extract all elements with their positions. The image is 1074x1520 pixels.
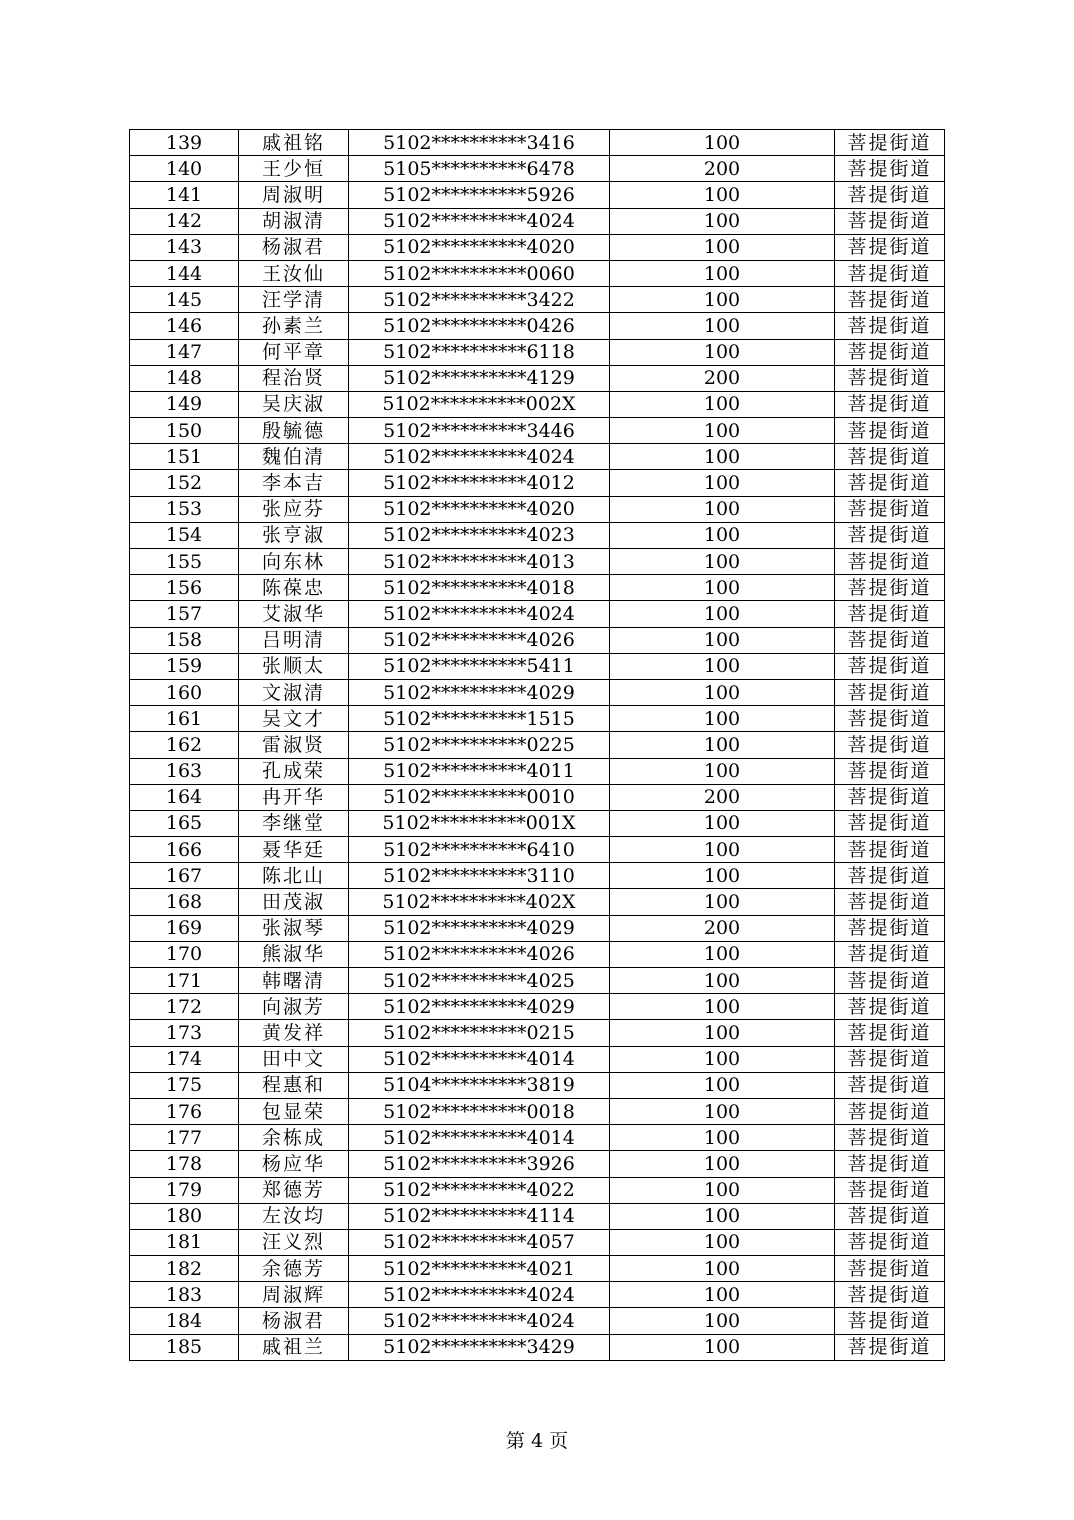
cell-serial-number: 152: [130, 470, 239, 496]
table-row: [130, 391, 945, 417]
cell-amount: 100: [610, 994, 835, 1020]
cell-amount: 100: [610, 889, 835, 915]
cell-amount: 100: [610, 444, 835, 470]
table-row: [130, 784, 945, 810]
cell-serial-number: 173: [130, 1020, 239, 1046]
cell-id-number: 5102**********5411: [349, 653, 610, 679]
cell-amount: 100: [610, 418, 835, 444]
cell-id-number: 5102**********4114: [349, 1203, 610, 1229]
cell-name: 向东林: [239, 549, 349, 575]
cell-serial-number: 151: [130, 444, 239, 470]
cell-id-number: 5102**********001X: [349, 810, 610, 836]
cell-serial-number: 160: [130, 679, 239, 705]
cell-name: 吴文才: [239, 706, 349, 732]
cell-name: 殷毓德: [239, 418, 349, 444]
cell-subdistrict: 菩提街道: [835, 915, 945, 941]
cell-amount: 100: [610, 679, 835, 705]
cell-amount: 100: [610, 1046, 835, 1072]
cell-serial-number: 183: [130, 1282, 239, 1308]
cell-subdistrict: 菩提街道: [835, 1177, 945, 1203]
cell-subdistrict: 菩提街道: [835, 784, 945, 810]
cell-id-number: 5102**********4129: [349, 365, 610, 391]
cell-name: 冉开华: [239, 784, 349, 810]
cell-serial-number: 148: [130, 365, 239, 391]
cell-name: 张应芬: [239, 496, 349, 522]
cell-name: 艾淑华: [239, 601, 349, 627]
cell-name: 何平章: [239, 339, 349, 365]
cell-amount: 100: [610, 182, 835, 208]
cell-serial-number: 165: [130, 810, 239, 836]
cell-amount: 100: [610, 1282, 835, 1308]
table-row: [130, 287, 945, 313]
cell-amount: 100: [610, 1072, 835, 1098]
cell-subdistrict: 菩提街道: [835, 549, 945, 575]
cell-name: 王少恒: [239, 156, 349, 182]
cell-amount: 100: [610, 1125, 835, 1151]
cell-serial-number: 174: [130, 1046, 239, 1072]
cell-name: 周淑辉: [239, 1282, 349, 1308]
table-row: [130, 1177, 945, 1203]
cell-serial-number: 162: [130, 732, 239, 758]
table-row: [130, 470, 945, 496]
table-row: [130, 496, 945, 522]
cell-subdistrict: 菩提街道: [835, 391, 945, 417]
cell-serial-number: 170: [130, 941, 239, 967]
cell-amount: 100: [610, 234, 835, 260]
cell-id-number: 5102**********3446: [349, 418, 610, 444]
cell-amount: 100: [610, 130, 835, 156]
cell-id-number: 5102**********4020: [349, 234, 610, 260]
cell-amount: 200: [610, 915, 835, 941]
cell-id-number: 5102**********4020: [349, 496, 610, 522]
cell-serial-number: 149: [130, 391, 239, 417]
cell-subdistrict: 菩提街道: [835, 260, 945, 286]
table-row: [130, 1046, 945, 1072]
cell-name: 李继堂: [239, 810, 349, 836]
cell-subdistrict: 菩提街道: [835, 994, 945, 1020]
cell-amount: 100: [610, 1256, 835, 1282]
cell-amount: 100: [610, 968, 835, 994]
cell-serial-number: 147: [130, 339, 239, 365]
cell-id-number: 5102**********4026: [349, 627, 610, 653]
cell-id-number: 5102**********4024: [349, 1308, 610, 1334]
cell-amount: 100: [610, 496, 835, 522]
cell-amount: 100: [610, 208, 835, 234]
cell-name: 程治贤: [239, 365, 349, 391]
cell-serial-number: 143: [130, 234, 239, 260]
cell-name: 黄发祥: [239, 1020, 349, 1046]
cell-amount: 100: [610, 627, 835, 653]
table-row: [130, 1334, 945, 1360]
cell-serial-number: 167: [130, 863, 239, 889]
cell-name: 田中文: [239, 1046, 349, 1072]
cell-amount: 100: [610, 1308, 835, 1334]
cell-serial-number: 150: [130, 418, 239, 444]
cell-subdistrict: 菩提街道: [835, 1282, 945, 1308]
cell-name: 汪义烈: [239, 1229, 349, 1255]
cell-name: 杨淑君: [239, 234, 349, 260]
cell-amount: 100: [610, 1334, 835, 1360]
cell-id-number: 5102**********0225: [349, 732, 610, 758]
cell-amount: 100: [610, 837, 835, 863]
cell-subdistrict: 菩提街道: [835, 1020, 945, 1046]
table-row: [130, 1125, 945, 1151]
table-row: [130, 234, 945, 260]
cell-id-number: 5102**********3110: [349, 863, 610, 889]
cell-name: 程惠和: [239, 1072, 349, 1098]
cell-amount: 100: [610, 549, 835, 575]
cell-serial-number: 182: [130, 1256, 239, 1282]
cell-id-number: 5102**********402X: [349, 889, 610, 915]
cell-name: 陈北山: [239, 863, 349, 889]
cell-id-number: 5102**********4024: [349, 444, 610, 470]
roster-table-body: [130, 130, 945, 1361]
cell-id-number: 5102**********4014: [349, 1046, 610, 1072]
cell-amount: 100: [610, 1229, 835, 1255]
cell-amount: 200: [610, 784, 835, 810]
cell-name: 熊淑华: [239, 941, 349, 967]
cell-subdistrict: 菩提街道: [835, 889, 945, 915]
table-row: [130, 313, 945, 339]
cell-name: 杨淑君: [239, 1308, 349, 1334]
cell-amount: 100: [610, 1203, 835, 1229]
cell-id-number: 5102**********4025: [349, 968, 610, 994]
cell-amount: 100: [610, 810, 835, 836]
cell-serial-number: 175: [130, 1072, 239, 1098]
cell-name: 包显荣: [239, 1098, 349, 1124]
cell-name: 聂华廷: [239, 837, 349, 863]
cell-name: 陈葆忠: [239, 575, 349, 601]
cell-name: 向淑芳: [239, 994, 349, 1020]
table-row: [130, 156, 945, 182]
cell-name: 汪学清: [239, 287, 349, 313]
cell-subdistrict: 菩提街道: [835, 182, 945, 208]
cell-name: 孔成荣: [239, 758, 349, 784]
cell-id-number: 5102**********4024: [349, 1282, 610, 1308]
cell-subdistrict: 菩提街道: [835, 418, 945, 444]
cell-subdistrict: 菩提街道: [835, 837, 945, 863]
cell-id-number: 5102**********6118: [349, 339, 610, 365]
cell-amount: 100: [610, 1177, 835, 1203]
cell-subdistrict: 菩提街道: [835, 1256, 945, 1282]
cell-name: 左汝均: [239, 1203, 349, 1229]
cell-id-number: 5102**********0010: [349, 784, 610, 810]
cell-subdistrict: 菩提街道: [835, 1203, 945, 1229]
cell-amount: 100: [610, 941, 835, 967]
cell-amount: 100: [610, 1098, 835, 1124]
cell-id-number: 5102**********002X: [349, 391, 610, 417]
cell-id-number: 5102**********4024: [349, 601, 610, 627]
cell-serial-number: 180: [130, 1203, 239, 1229]
cell-id-number: 5102**********0215: [349, 1020, 610, 1046]
cell-serial-number: 153: [130, 496, 239, 522]
table-row: [130, 994, 945, 1020]
cell-subdistrict: 菩提街道: [835, 130, 945, 156]
cell-id-number: 5102**********4057: [349, 1229, 610, 1255]
cell-id-number: 5102**********3926: [349, 1151, 610, 1177]
cell-subdistrict: 菩提街道: [835, 968, 945, 994]
table-row: [130, 522, 945, 548]
table-row: [130, 863, 945, 889]
table-row: [130, 1308, 945, 1334]
cell-serial-number: 178: [130, 1151, 239, 1177]
cell-serial-number: 159: [130, 653, 239, 679]
cell-name: 胡淑清: [239, 208, 349, 234]
table-row: [130, 444, 945, 470]
cell-serial-number: 172: [130, 994, 239, 1020]
cell-serial-number: 155: [130, 549, 239, 575]
cell-id-number: 5102**********4022: [349, 1177, 610, 1203]
cell-id-number: 5102**********3416: [349, 130, 610, 156]
cell-id-number: 5102**********4021: [349, 1256, 610, 1282]
cell-subdistrict: 菩提街道: [835, 732, 945, 758]
cell-subdistrict: 菩提街道: [835, 679, 945, 705]
table-row: [130, 260, 945, 286]
table-row: [130, 418, 945, 444]
cell-id-number: 5102**********0060: [349, 260, 610, 286]
cell-amount: 100: [610, 732, 835, 758]
table-row: [130, 549, 945, 575]
cell-name: 杨应华: [239, 1151, 349, 1177]
cell-amount: 200: [610, 365, 835, 391]
table-row: [130, 1098, 945, 1124]
cell-name: 田茂淑: [239, 889, 349, 915]
cell-serial-number: 179: [130, 1177, 239, 1203]
cell-amount: 100: [610, 522, 835, 548]
cell-id-number: 5102**********4024: [349, 208, 610, 234]
table-row: [130, 1256, 945, 1282]
cell-subdistrict: 菩提街道: [835, 627, 945, 653]
cell-serial-number: 176: [130, 1098, 239, 1124]
cell-name: 孙素兰: [239, 313, 349, 339]
cell-id-number: 5102**********4018: [349, 575, 610, 601]
table-row: [130, 837, 945, 863]
table-row: [130, 810, 945, 836]
cell-subdistrict: 菩提街道: [835, 156, 945, 182]
cell-id-number: 5102**********4029: [349, 915, 610, 941]
table-row: [130, 182, 945, 208]
table-row: [130, 915, 945, 941]
cell-id-number: 5105**********6478: [349, 156, 610, 182]
cell-id-number: 5102**********4014: [349, 1125, 610, 1151]
cell-subdistrict: 菩提街道: [835, 653, 945, 679]
table-row: [130, 679, 945, 705]
table-row: [130, 1229, 945, 1255]
cell-id-number: 5102**********4029: [349, 994, 610, 1020]
cell-serial-number: 164: [130, 784, 239, 810]
cell-id-number: 5102**********4029: [349, 679, 610, 705]
cell-serial-number: 163: [130, 758, 239, 784]
cell-serial-number: 142: [130, 208, 239, 234]
cell-serial-number: 145: [130, 287, 239, 313]
cell-subdistrict: 菩提街道: [835, 863, 945, 889]
cell-serial-number: 139: [130, 130, 239, 156]
cell-name: 张淑琴: [239, 915, 349, 941]
cell-subdistrict: 菩提街道: [835, 234, 945, 260]
cell-name: 张亨淑: [239, 522, 349, 548]
cell-id-number: 5102**********4023: [349, 522, 610, 548]
table-row: [130, 365, 945, 391]
cell-serial-number: 168: [130, 889, 239, 915]
cell-serial-number: 181: [130, 1229, 239, 1255]
cell-serial-number: 171: [130, 968, 239, 994]
cell-serial-number: 154: [130, 522, 239, 548]
cell-subdistrict: 菩提街道: [835, 1098, 945, 1124]
table-row: [130, 1020, 945, 1046]
cell-id-number: 5102**********4012: [349, 470, 610, 496]
cell-amount: 100: [610, 653, 835, 679]
cell-name: 余栋成: [239, 1125, 349, 1151]
cell-id-number: 5102**********3422: [349, 287, 610, 313]
cell-subdistrict: 菩提街道: [835, 601, 945, 627]
table-row: [130, 575, 945, 601]
page-number: 第 4 页: [505, 1430, 569, 1452]
cell-subdistrict: 菩提街道: [835, 1151, 945, 1177]
cell-serial-number: 146: [130, 313, 239, 339]
cell-subdistrict: 菩提街道: [835, 941, 945, 967]
table-row: [130, 1072, 945, 1098]
cell-amount: 100: [610, 287, 835, 313]
cell-id-number: 5102**********1515: [349, 706, 610, 732]
cell-subdistrict: 菩提街道: [835, 470, 945, 496]
cell-id-number: 5102**********0018: [349, 1098, 610, 1124]
cell-name: 李本吉: [239, 470, 349, 496]
cell-subdistrict: 菩提街道: [835, 1229, 945, 1255]
cell-name: 郑德芳: [239, 1177, 349, 1203]
cell-id-number: 5102**********6410: [349, 837, 610, 863]
cell-name: 吕明清: [239, 627, 349, 653]
cell-subdistrict: 菩提街道: [835, 1334, 945, 1360]
cell-subdistrict: 菩提街道: [835, 575, 945, 601]
cell-amount: 100: [610, 758, 835, 784]
cell-name: 韩曙清: [239, 968, 349, 994]
cell-id-number: 5104**********3819: [349, 1072, 610, 1098]
cell-amount: 100: [610, 1020, 835, 1046]
table-row: [130, 758, 945, 784]
cell-subdistrict: 菩提街道: [835, 810, 945, 836]
cell-subdistrict: 菩提街道: [835, 444, 945, 470]
cell-amount: 100: [610, 470, 835, 496]
cell-subdistrict: 菩提街道: [835, 758, 945, 784]
cell-subdistrict: 菩提街道: [835, 208, 945, 234]
cell-subdistrict: 菩提街道: [835, 1072, 945, 1098]
table-row: [130, 653, 945, 679]
cell-subdistrict: 菩提街道: [835, 1046, 945, 1072]
table-row: [130, 130, 945, 156]
cell-id-number: 5102**********4011: [349, 758, 610, 784]
table-row: [130, 732, 945, 758]
cell-serial-number: 144: [130, 260, 239, 286]
cell-subdistrict: 菩提街道: [835, 365, 945, 391]
cell-id-number: 5102**********3429: [349, 1334, 610, 1360]
cell-amount: 100: [610, 260, 835, 286]
cell-subdistrict: 菩提街道: [835, 1125, 945, 1151]
table-row: [130, 1203, 945, 1229]
cell-amount: 100: [610, 1151, 835, 1177]
cell-id-number: 5102**********5926: [349, 182, 610, 208]
cell-name: 张顺太: [239, 653, 349, 679]
cell-serial-number: 161: [130, 706, 239, 732]
cell-serial-number: 140: [130, 156, 239, 182]
cell-subdistrict: 菩提街道: [835, 313, 945, 339]
cell-name: 戚祖兰: [239, 1334, 349, 1360]
cell-amount: 100: [610, 706, 835, 732]
cell-serial-number: 185: [130, 1334, 239, 1360]
cell-serial-number: 166: [130, 837, 239, 863]
cell-amount: 200: [610, 156, 835, 182]
cell-name: 魏伯清: [239, 444, 349, 470]
cell-amount: 100: [610, 313, 835, 339]
cell-name: 戚祖铭: [239, 130, 349, 156]
cell-amount: 100: [610, 575, 835, 601]
cell-id-number: 5102**********4026: [349, 941, 610, 967]
cell-amount: 100: [610, 601, 835, 627]
cell-serial-number: 177: [130, 1125, 239, 1151]
cell-subdistrict: 菩提街道: [835, 496, 945, 522]
table-row: [130, 889, 945, 915]
cell-serial-number: 141: [130, 182, 239, 208]
table-row: [130, 339, 945, 365]
table-row: [130, 706, 945, 732]
cell-name: 吴庆淑: [239, 391, 349, 417]
cell-amount: 100: [610, 863, 835, 889]
cell-name: 余德芳: [239, 1256, 349, 1282]
cell-serial-number: 156: [130, 575, 239, 601]
roster-table: [129, 129, 945, 1361]
cell-serial-number: 184: [130, 1308, 239, 1334]
cell-subdistrict: 菩提街道: [835, 1308, 945, 1334]
cell-name: 雷淑贤: [239, 732, 349, 758]
table-row: [130, 1282, 945, 1308]
cell-id-number: 5102**********0426: [349, 313, 610, 339]
table-row: [130, 968, 945, 994]
table-row: [130, 941, 945, 967]
cell-amount: 100: [610, 391, 835, 417]
cell-subdistrict: 菩提街道: [835, 522, 945, 548]
cell-subdistrict: 菩提街道: [835, 706, 945, 732]
cell-amount: 100: [610, 339, 835, 365]
cell-name: 文淑清: [239, 679, 349, 705]
cell-subdistrict: 菩提街道: [835, 287, 945, 313]
cell-serial-number: 169: [130, 915, 239, 941]
table-row: [130, 601, 945, 627]
table-row: [130, 208, 945, 234]
table-row: [130, 627, 945, 653]
cell-name: 王汝仙: [239, 260, 349, 286]
cell-subdistrict: 菩提街道: [835, 339, 945, 365]
table-row: [130, 1151, 945, 1177]
cell-name: 周淑明: [239, 182, 349, 208]
cell-serial-number: 158: [130, 627, 239, 653]
cell-id-number: 5102**********4013: [349, 549, 610, 575]
cell-serial-number: 157: [130, 601, 239, 627]
